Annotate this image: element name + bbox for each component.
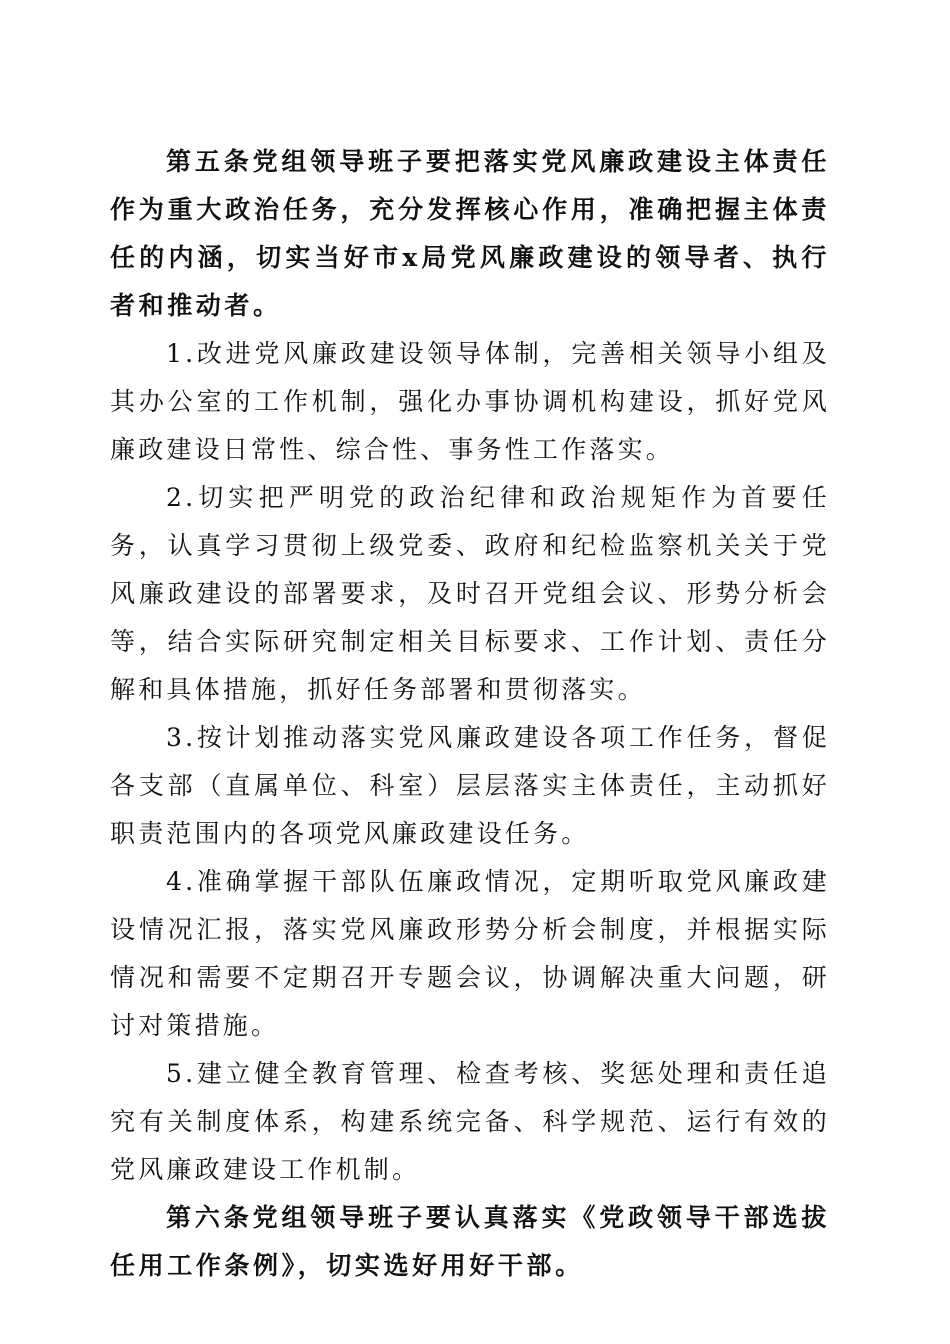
document-body: [110, 138, 830, 1290]
item-2-paragraph: 2.切实把严明党的政治纪律和政治规矩作为首要任务，认真学习贯彻上级党委、政府和纪检监察机关关于党风廉政建设的部署要求，及时召开党组会议、形势分析会等，结合实际研究制定相关目标要求、工作计划、责任分解和具体措施，抓好任务部署和贯彻落实。: [110, 483, 830, 704]
item-5-paragraph: 5.建立健全教育管理、检查考核、奖惩处理和责任追究有关制度体系，构建系统完备、科学规范、运行有效的党风廉政建设工作机制。: [110, 1059, 830, 1184]
item-1-paragraph: 1.改进党风廉政建设领导体制，完善相关领导小组及其办公室的工作机制，强化办事协调机构建设，抓好党风廉政建设日常性、综合性、事务性工作落实。: [110, 339, 830, 464]
article-5-paragraph: 第五条党组领导班子要把落实党风廉政建设主体责任作为重大政治任务，充分发挥核心作用，准确把握主体责任的内涵，切实当好市x局党风廉政建设的领导者、执行者和推动者。: [110, 147, 830, 320]
article-6-paragraph: 第六条党组领导班子要认真落实《党政领导干部选拔任用工作条例》，切实选好用好干部。: [110, 1203, 830, 1280]
item-3-paragraph: 3.按计划推动落实党风廉政建设各项工作任务，督促各支部（直属单位、科室）层层落实主体责任，主动抓好职责范围内的各项党风廉政建设任务。: [110, 723, 830, 848]
item-4-paragraph: 4.准确掌握干部队伍廉政情况，定期听取党风廉政建设情况汇报，落实党风廉政形势分析会制度，并根据实际情况和需要不定期召开专题会议，协调解决重大问题，研讨对策措施。: [110, 867, 830, 1040]
